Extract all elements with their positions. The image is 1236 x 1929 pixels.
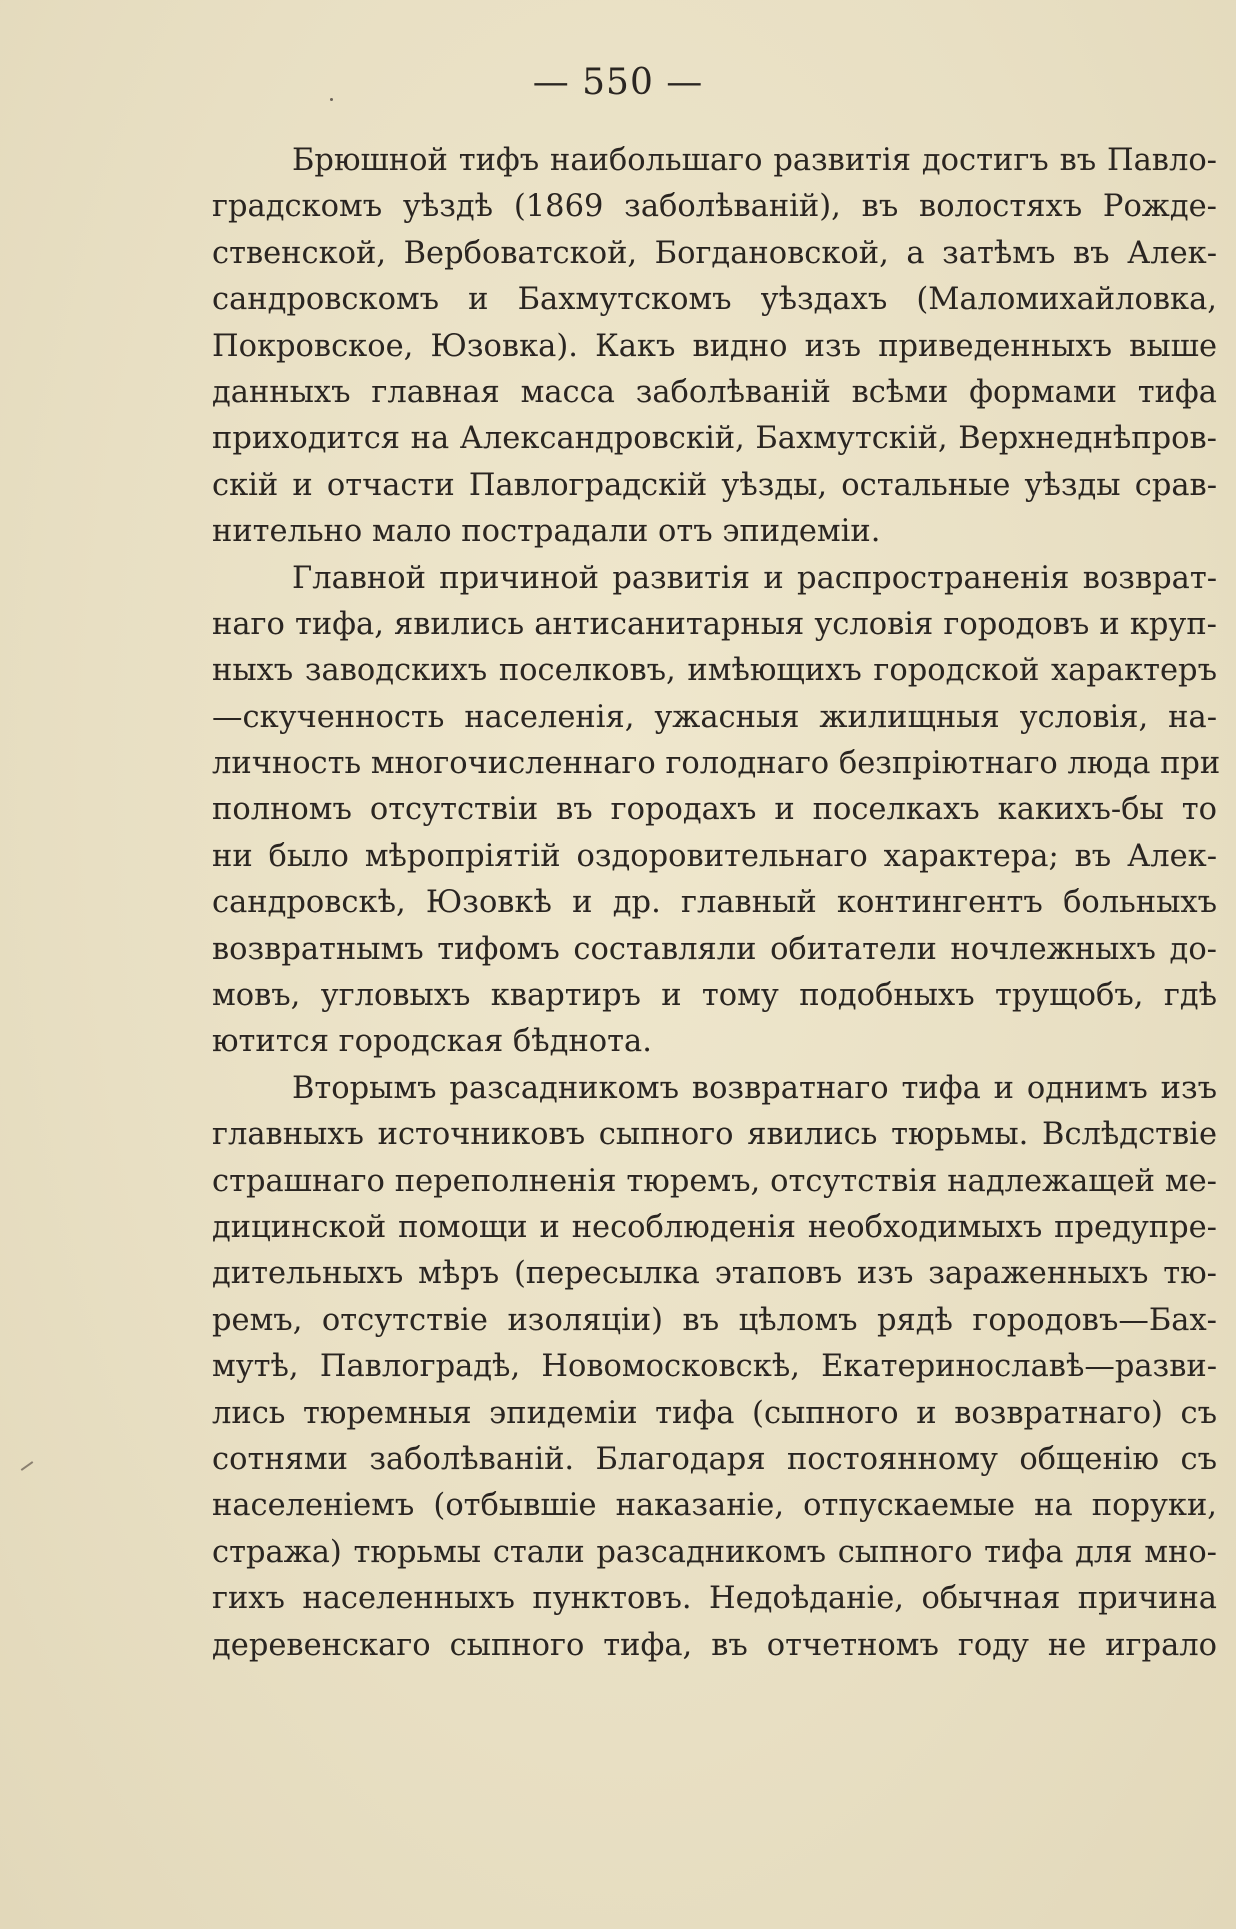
text-line: страшнаго переполненія тюремъ, отсутствія надлежащей ме- bbox=[212, 1163, 1217, 1199]
text-line: Вторымъ разсадникомъ возвратнаго тифа и однимъ изъ bbox=[292, 1070, 1217, 1106]
text-line: мовъ, угловыхъ квартиръ и тому подобныхъ трущобъ, гдѣ bbox=[212, 978, 1217, 1014]
text-line: деревенскаго сыпного тифа, въ отчетномъ году не играло bbox=[212, 1627, 1217, 1663]
text-line: сотнями заболѣваній. Благодаря постоянному общенію съ bbox=[212, 1441, 1217, 1477]
text-line: Главной причиной развитія и распространенія возврат- bbox=[292, 560, 1217, 596]
text-line: ственской, Вербоватской, Богдановской, а затѣмъ въ Алек- bbox=[212, 235, 1217, 271]
paragraph-3 bbox=[212, 1066, 1217, 1669]
text-line: ни было мѣропріятій оздоровительнаго характера; въ Алек- bbox=[212, 838, 1217, 874]
text-line: нительно мало пострадали отъ эпидеміи. bbox=[212, 514, 881, 550]
text-line: данныхъ главная масса заболѣваній всѣми формами тифа bbox=[212, 374, 1217, 410]
text-line: ныхъ заводскихъ поселковъ, имѣющихъ городской характеръ bbox=[212, 653, 1217, 689]
text-line: приходится на Александровскій, Бахмутскій, Верхнеднѣпров- bbox=[212, 421, 1217, 457]
text-line: стража) тюрьмы стали разсадникомъ сыпного тифа для мно- bbox=[212, 1534, 1217, 1570]
text-line: полномъ отсутствіи въ городахъ и поселкахъ какихъ-бы то bbox=[212, 792, 1217, 828]
text-line: личность многочисленнаго голоднаго безпріютнаго люда при bbox=[212, 746, 1221, 782]
text-line: гихъ населенныхъ пунктовъ. Недоѣданіе, обычная причина bbox=[212, 1581, 1217, 1617]
text-line: мутѣ, Павлоградѣ, Новомосковскѣ, Екатеринославѣ—разви- bbox=[212, 1349, 1217, 1385]
text-line: возвратнымъ тифомъ составляли обитатели ночлежныхъ до- bbox=[212, 931, 1217, 967]
text-line: главныхъ источниковъ сыпного явились тюрьмы. Вслѣдствіе bbox=[212, 1117, 1217, 1153]
text-line: населеніемъ (отбывшіе наказаніе, отпускаемые на поруки, bbox=[212, 1488, 1217, 1524]
text-line: скій и отчасти Павлоградскій уѣзды, остальные уѣзды срав- bbox=[212, 467, 1217, 503]
text-line: дицинской помощи и несоблюденія необходимыхъ предупре- bbox=[212, 1209, 1217, 1245]
text-line: дительныхъ мѣръ (пересылка этаповъ изъ зараженныхъ тю- bbox=[212, 1256, 1217, 1292]
text-line: ютится городская бѣднота. bbox=[212, 1024, 652, 1060]
page-number: — 550 — bbox=[532, 62, 704, 103]
text-line: лись тюремныя эпидеміи тифа (сыпного и возвратнаго) съ bbox=[212, 1395, 1217, 1431]
text-line: сандровскѣ, Юзовкѣ и др. главный контингентъ больныхъ bbox=[212, 885, 1217, 921]
text-line: ремъ, отсутствіе изоляціи) въ цѣломъ рядѣ городовъ—Бах- bbox=[212, 1302, 1217, 1338]
text-line: —скученность населенія, ужасныя жилищныя условія, на- bbox=[212, 699, 1217, 735]
text-line: наго тифа, явились антисанитарныя условія городовъ и круп- bbox=[212, 606, 1217, 642]
paragraph-2 bbox=[212, 556, 1221, 1066]
text-line: Покровское, Юзовка). Какъ видно изъ приведенныхъ выше bbox=[212, 328, 1217, 364]
text-line: Брюшной тифъ наибольшаго развитія достигъ въ Павло- bbox=[292, 143, 1217, 178]
margin-mark bbox=[21, 1461, 34, 1471]
body-text bbox=[212, 138, 1221, 1669]
paragraph-1 bbox=[212, 138, 1217, 556]
text-line: градскомъ уѣздѣ (1869 заболѣваній), въ волостяхъ Рожде- bbox=[212, 189, 1217, 225]
text-line: сандровскомъ и Бахмутскомъ уѣздахъ (Маломихайловка, bbox=[212, 282, 1217, 318]
